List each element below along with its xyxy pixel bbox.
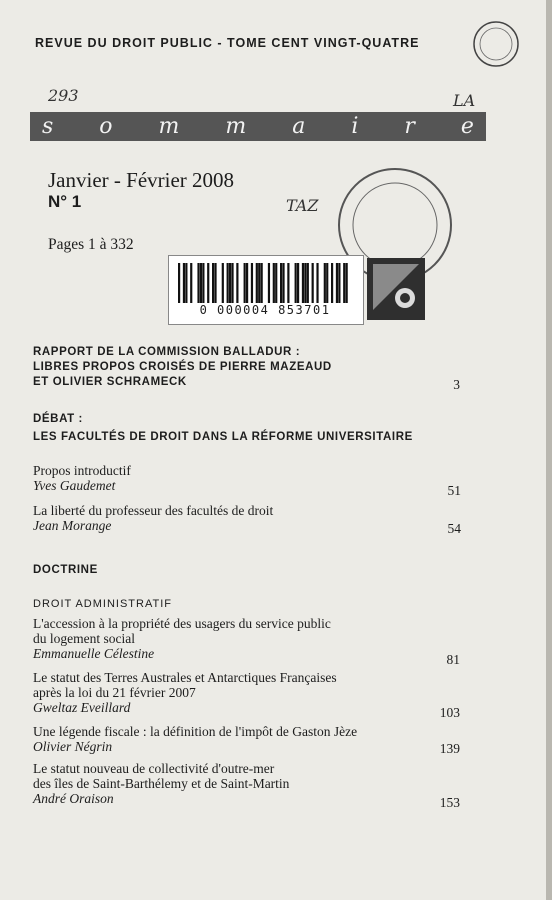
banner-letter: m xyxy=(225,114,247,139)
barcode-bar xyxy=(185,263,187,303)
section-title-line: RAPPORT DE LA COMMISSION BALLADUR : xyxy=(33,346,301,358)
banner-letter: r xyxy=(404,114,415,139)
barcode-bar xyxy=(307,263,309,303)
barcode-bar xyxy=(183,263,185,303)
barcode-bar xyxy=(336,263,338,303)
barcode-bar xyxy=(231,263,233,303)
banner-letter: i xyxy=(351,114,359,139)
barcode-bar xyxy=(275,263,277,303)
barcode-bar xyxy=(229,263,231,303)
barcode-bar xyxy=(200,263,202,303)
toc-entry xyxy=(33,724,357,754)
publisher-logo-icon xyxy=(367,258,425,320)
barcode-bar xyxy=(244,263,246,303)
barcode-bar xyxy=(190,263,192,303)
barcode-bar xyxy=(212,263,214,303)
barcode-bar xyxy=(251,263,253,303)
barcode-bar xyxy=(236,263,238,303)
issue-number: N° 1 xyxy=(48,192,82,211)
barcode-bar xyxy=(302,263,304,303)
entry-title: La liberté du professeur des facultés de droit xyxy=(33,503,274,518)
barcode-bar xyxy=(280,263,282,303)
entry-page: 51 xyxy=(447,483,461,498)
entry-title: des îles de Saint-Barthélemy et de Saint-Martin xyxy=(33,776,290,791)
entry-title: Le statut nouveau de collectivité d'outre-mer xyxy=(33,761,275,776)
handwritten-corner-note: LA xyxy=(453,91,476,110)
entry-page: 139 xyxy=(439,741,460,756)
entry-author: Yves Gaudemet xyxy=(33,478,116,493)
entry-page: 81 xyxy=(446,652,460,667)
entry-author: Emmanuelle Célestine xyxy=(33,646,155,661)
banner-letter: m xyxy=(158,114,180,139)
barcode-bar xyxy=(261,263,263,303)
toc-entry xyxy=(33,670,337,715)
issue-date: Janvier - Février 2008 xyxy=(48,168,235,192)
banner-letter: a xyxy=(292,114,306,139)
toc-entry xyxy=(33,761,289,806)
journal-header: REVUE DU DROIT PUBLIC - TOME CENT VINGT-QUATRE xyxy=(35,36,420,50)
entry-title: après la loi du 21 février 2007 xyxy=(33,685,196,700)
section-debat-title xyxy=(33,412,413,445)
entry-title: Le statut des Terres Australes et Antarctiques Françaises xyxy=(33,670,337,685)
barcode-bar xyxy=(326,263,328,303)
barcode-bar xyxy=(346,263,348,303)
barcode-bar xyxy=(312,263,314,303)
barcode-bar xyxy=(287,263,289,303)
sommaire-banner xyxy=(30,112,486,141)
section-doctrine-title: DOCTRINE xyxy=(33,564,98,576)
subsection-label: DROIT ADMINISTRATIF xyxy=(33,598,172,610)
subsection-droit-administratif xyxy=(33,598,172,610)
entry-page: 54 xyxy=(447,521,461,536)
library-stamp-small-icon xyxy=(470,18,522,70)
issue-pages: Pages 1 à 332 xyxy=(48,236,134,253)
section-rapport-page: 3 xyxy=(453,377,460,392)
toc-entry xyxy=(33,616,331,661)
entry-page: 153 xyxy=(439,795,460,810)
barcode-bar xyxy=(227,263,229,303)
toc-entry xyxy=(33,463,131,493)
entry-title: Propos introductif xyxy=(33,463,131,478)
section-rapport-title xyxy=(33,345,332,390)
entry-page: 103 xyxy=(439,705,460,720)
barcode-bar xyxy=(197,263,199,303)
banner-letter: o xyxy=(99,114,113,139)
barcode-bar xyxy=(316,263,318,303)
entry-title: L'accession à la propriété des usagers du service public xyxy=(33,616,331,631)
barcode-bar xyxy=(324,263,326,303)
barcode-bar xyxy=(343,263,345,303)
barcode-bar xyxy=(207,263,209,303)
barcode-bar xyxy=(338,263,340,303)
barcode-bar xyxy=(258,263,260,303)
banner-letter: s xyxy=(42,114,54,139)
barcode-bar xyxy=(256,263,258,303)
entry-author: Jean Morange xyxy=(33,518,112,533)
barcode-bar xyxy=(331,263,333,303)
entry-author: Gweltaz Eveillard xyxy=(33,700,131,715)
barcode-bar xyxy=(273,263,275,303)
barcode-bar xyxy=(214,263,216,303)
entry-title: Une légende fiscale : la définition de l'impôt de Gaston Jèze xyxy=(33,724,358,739)
book-spine-shadow xyxy=(546,0,552,900)
section-title-line: LIBRES PROPOS CROISÉS DE PIERRE MAZEAUD xyxy=(33,361,332,373)
toc-entry xyxy=(33,503,273,533)
section-title-line: DÉBAT : xyxy=(33,413,83,425)
entry-author: André Oraison xyxy=(33,791,114,806)
barcode-bar xyxy=(222,263,224,303)
banner-letter: e xyxy=(460,114,474,139)
barcode-bar xyxy=(304,263,306,303)
handwritten-stamp-note: TAZ xyxy=(286,196,319,215)
barcode-bar xyxy=(268,263,270,303)
barcode-bar xyxy=(202,263,204,303)
barcode-bar xyxy=(282,263,284,303)
entry-title: du logement social xyxy=(33,631,135,646)
barcode-bar xyxy=(297,263,299,303)
section-title-line: LES FACULTÉS DE DROIT DANS LA RÉFORME UNIVERSITAIRE xyxy=(33,431,413,443)
entry-author: Olivier Négrin xyxy=(33,739,113,754)
section-title-line: ET OLIVIER SCHRAMECK xyxy=(33,376,187,388)
barcode-bar xyxy=(246,263,248,303)
barcode-bar xyxy=(178,263,180,303)
barcode-digits: 0 000004 853701 xyxy=(199,303,331,317)
barcode-bar xyxy=(295,263,297,303)
handwritten-code: 293 xyxy=(48,86,79,105)
barcode-bars-icon xyxy=(178,263,348,303)
